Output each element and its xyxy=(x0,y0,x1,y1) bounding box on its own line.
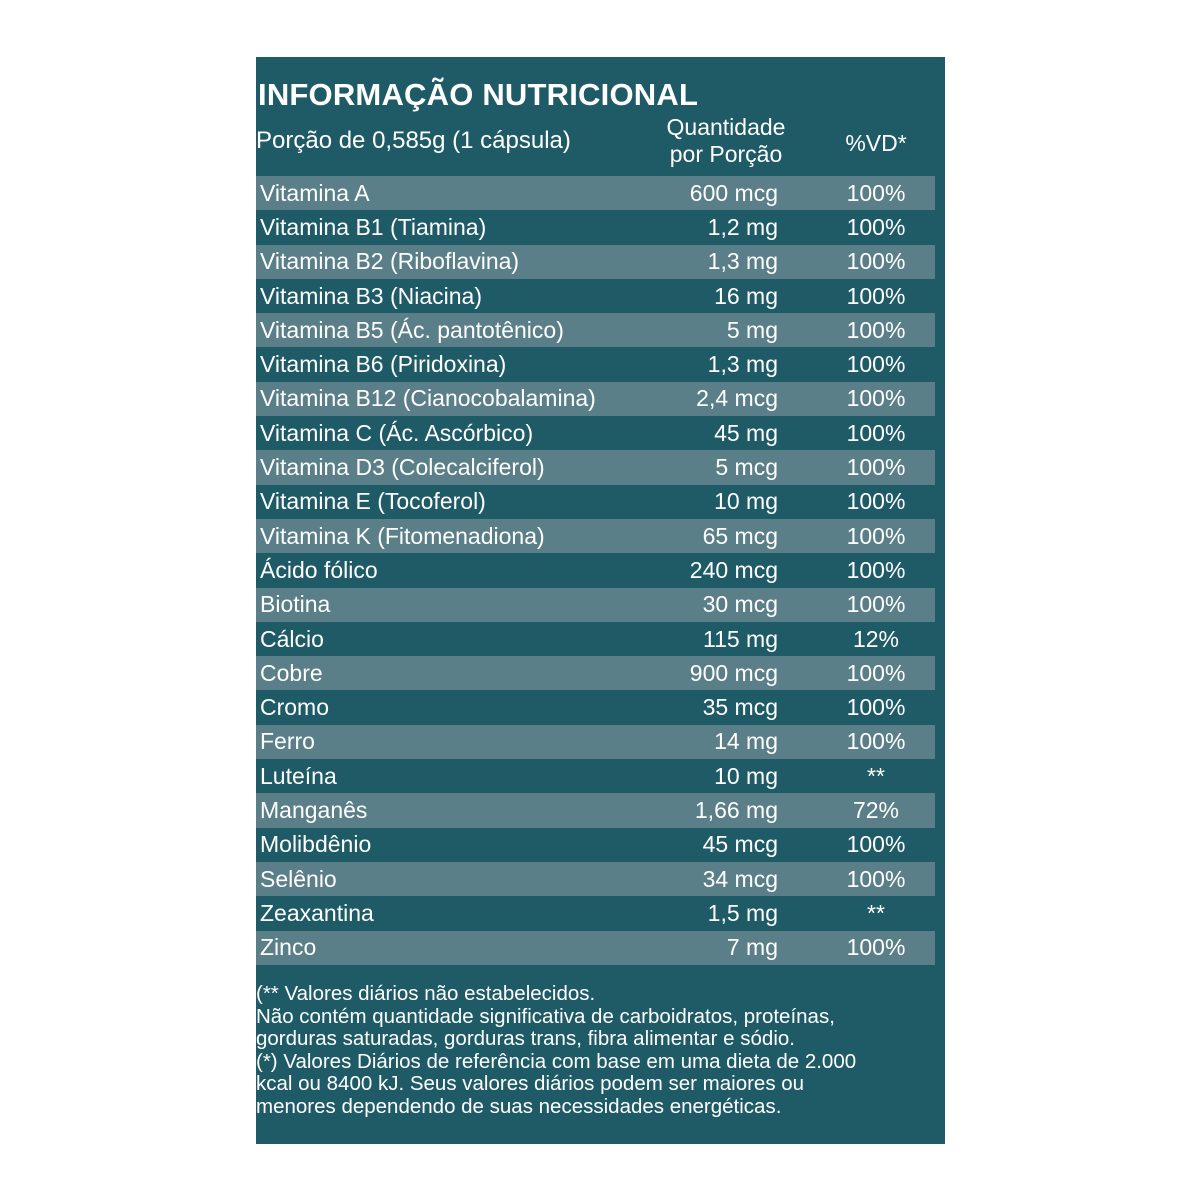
table-row xyxy=(256,828,935,862)
footnote-line: (*) Valores Diários de referência com base em uma dieta de 2.000 xyxy=(256,1049,857,1073)
nutrient-vd: 12% xyxy=(852,625,900,652)
nutrient-amount: 45 mg xyxy=(714,419,778,446)
nutrient-vd: 100% xyxy=(846,659,906,686)
table-row xyxy=(256,176,935,210)
nutrient-vd: 100% xyxy=(846,865,906,892)
nutrient-vd: 100% xyxy=(846,179,906,206)
nutrient-amount: 35 mcg xyxy=(702,694,778,721)
footnotes xyxy=(256,983,941,1118)
nutrient-name: Vitamina B12 (Cianocobalamina) xyxy=(260,385,596,412)
table-row xyxy=(256,896,935,930)
nutrient-name: Vitamina D3 (Colecalciferol) xyxy=(260,454,545,481)
nutrient-amount: 1,2 mg xyxy=(707,213,778,240)
table-row xyxy=(256,347,935,381)
table-row xyxy=(256,725,935,759)
table-row xyxy=(256,931,935,965)
table-row xyxy=(256,622,935,656)
table-row xyxy=(256,690,935,724)
nutrient-amount: 5 mcg xyxy=(715,454,778,481)
nutrient-amount: 115 mg xyxy=(702,625,778,652)
table-row xyxy=(256,793,935,827)
nutrient-name: Vitamina C (Ác. Ascórbico) xyxy=(260,419,534,446)
nutrient-amount: 65 mcg xyxy=(702,522,778,549)
nutrient-amount: 10 mg xyxy=(714,762,778,789)
nutrition-facts-panel xyxy=(256,57,945,1144)
nutrient-name: Vitamina B3 (Niacina) xyxy=(260,282,483,309)
quantity-column-header xyxy=(651,114,801,168)
nutrient-vd: ** xyxy=(867,762,885,789)
nutrient-name: Zinco xyxy=(260,934,317,961)
table-row xyxy=(256,210,935,244)
footnote-line: kcal ou 8400 kJ. Seus valores diários podem ser maiores ou xyxy=(256,1072,805,1095)
footnote-line: menores dependendo de suas necessidades energéticas. xyxy=(256,1094,782,1118)
nutrient-vd: 72% xyxy=(852,796,900,823)
table-row xyxy=(256,313,935,347)
nutrient-amount: 10 mg xyxy=(714,488,778,515)
nutrient-vd: 100% xyxy=(846,454,906,481)
table-row xyxy=(256,588,935,622)
footnote-line: Não contém quantidade significativa de carboidratos, proteínas, xyxy=(256,1004,835,1028)
nutrient-amount: 30 mcg xyxy=(702,591,778,618)
portion-size: Porção de 0,585g (1 cápsula) xyxy=(256,127,571,154)
nutrient-vd: 100% xyxy=(846,213,906,240)
table-row xyxy=(256,382,935,416)
nutrient-name: Cobre xyxy=(260,659,323,686)
nutrient-vd: 100% xyxy=(846,488,906,515)
table-row xyxy=(256,279,935,313)
table-row xyxy=(256,416,935,450)
nutrient-vd: 100% xyxy=(846,316,906,343)
nutrient-vd: 100% xyxy=(846,522,906,549)
nutrient-amount: 45 mcg xyxy=(702,831,778,858)
nutrient-name: Molibdênio xyxy=(260,831,372,858)
footnote-line: gorduras saturadas, gorduras trans, fibra alimentar e sódio. xyxy=(256,1027,795,1050)
nutrient-amount: 600 mcg xyxy=(689,179,778,206)
quantity-header-line1: Quantidade xyxy=(666,114,786,140)
nutrient-vd: 100% xyxy=(846,248,906,275)
nutrient-vd: 100% xyxy=(846,694,906,721)
nutrient-vd: 100% xyxy=(846,934,906,961)
nutrient-vd: 100% xyxy=(846,728,906,755)
nutrient-name: Vitamina A xyxy=(260,179,370,206)
nutrient-amount: 240 mcg xyxy=(689,556,778,583)
nutrient-name: Ácido fólico xyxy=(260,556,378,583)
nutrient-name: Vitamina K (Fitomenadiona) xyxy=(260,522,545,549)
nutrient-name: Biotina xyxy=(260,591,331,618)
table-row xyxy=(256,485,935,519)
nutrient-vd: ** xyxy=(867,899,885,926)
nutrient-table xyxy=(256,176,935,965)
nutrient-vd: 100% xyxy=(846,419,906,446)
nutrient-name: Vitamina B2 (Riboflavina) xyxy=(260,248,520,275)
footnote-line: (** Valores diários não estabelecidos. xyxy=(256,982,596,1005)
table-row xyxy=(256,656,935,690)
nutrient-name: Zeaxantina xyxy=(260,899,374,926)
nutrient-vd: 100% xyxy=(846,831,906,858)
vd-column-header: %VD* xyxy=(845,130,907,156)
nutrient-name: Cálcio xyxy=(260,625,324,652)
nutrient-amount: 5 mg xyxy=(726,316,778,343)
nutrient-vd: 100% xyxy=(846,385,906,412)
nutrient-amount: 2,4 mcg xyxy=(696,385,778,412)
nutrient-amount: 7 mg xyxy=(726,934,778,961)
nutrient-name: Ferro xyxy=(260,728,315,755)
nutrient-name: Vitamina B1 (Tiamina) xyxy=(260,213,487,240)
nutrient-name: Vitamina B5 (Ác. pantotênico) xyxy=(260,316,564,343)
nutrient-vd: 100% xyxy=(846,591,906,618)
table-row xyxy=(256,862,935,896)
nutrient-amount: 900 mcg xyxy=(689,659,778,686)
nutrient-name: Vitamina E (Tocoferol) xyxy=(260,488,486,515)
nutrition-title: INFORMAÇÃO NUTRICIONAL xyxy=(258,77,699,112)
nutrient-amount: 16 mg xyxy=(714,282,778,309)
nutrient-name: Selênio xyxy=(260,865,337,892)
nutrient-name: Vitamina B6 (Piridoxina) xyxy=(260,351,507,378)
table-row xyxy=(256,245,935,279)
nutrient-amount: 34 mcg xyxy=(702,865,778,892)
table-row xyxy=(256,759,935,793)
nutrient-vd: 100% xyxy=(846,556,906,583)
nutrient-name: Cromo xyxy=(260,694,330,721)
nutrient-name: Luteína xyxy=(260,762,337,789)
table-row xyxy=(256,553,935,587)
nutrient-vd: 100% xyxy=(846,282,906,309)
nutrient-amount: 1,5 mg xyxy=(707,899,778,926)
quantity-header-line2: por Porção xyxy=(669,141,783,167)
nutrient-name: Manganês xyxy=(260,796,368,823)
table-row xyxy=(256,519,935,553)
nutrient-amount: 14 mg xyxy=(714,728,778,755)
nutrient-vd: 100% xyxy=(846,351,906,378)
table-row xyxy=(256,450,935,484)
nutrient-amount: 1,66 mg xyxy=(694,796,778,823)
nutrient-amount: 1,3 mg xyxy=(707,248,778,275)
nutrient-amount: 1,3 mg xyxy=(707,351,778,378)
